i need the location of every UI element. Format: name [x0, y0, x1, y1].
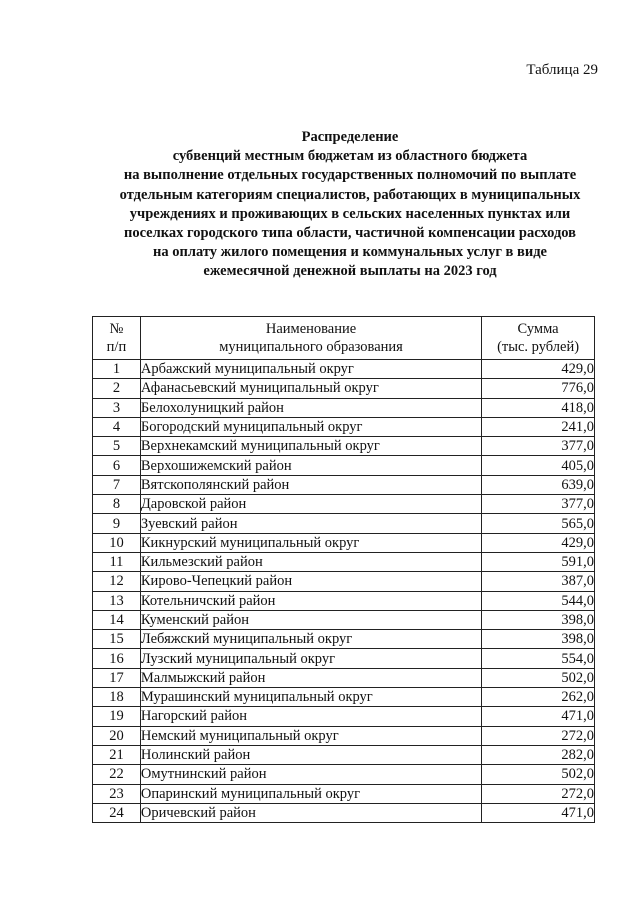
table-header-row [93, 317, 595, 360]
title-line: ежемесячной денежной выплаты на 2023 год [203, 263, 497, 280]
table-row [93, 610, 595, 629]
row-number: 23 [93, 784, 141, 803]
row-sum: 398,0 [482, 630, 595, 649]
row-number: 3 [93, 398, 141, 417]
header-name [140, 317, 481, 360]
document-title [80, 128, 620, 282]
row-name: Омутнинский район [140, 765, 481, 784]
title-line: отдельным категориям специалистов, работающих в муниципальных [119, 186, 581, 203]
row-name: Кикнурский муниципальный округ [140, 533, 481, 552]
table-row [93, 591, 595, 610]
row-name: Немский муниципальный округ [140, 726, 481, 745]
table-row [93, 726, 595, 745]
row-name: Зуевский район [140, 514, 481, 533]
row-sum: 471,0 [482, 707, 595, 726]
row-sum: 272,0 [482, 784, 595, 803]
title-line: Распределение [301, 129, 399, 145]
table-row [93, 630, 595, 649]
row-name: Нолинский район [140, 745, 481, 764]
header-sum [482, 317, 595, 360]
row-sum: 502,0 [482, 668, 595, 687]
row-name: Кирово-Чепецкий район [140, 572, 481, 591]
table-row [93, 456, 595, 475]
row-name: Опаринский муниципальный округ [140, 784, 481, 803]
row-sum: 502,0 [482, 765, 595, 784]
row-sum: 429,0 [482, 360, 595, 379]
row-name: Афанасьевский муниципальный округ [140, 379, 481, 398]
row-number: 10 [93, 533, 141, 552]
row-sum: 405,0 [482, 456, 595, 475]
row-name: Богородский муниципальный округ [140, 417, 481, 436]
row-name: Лебяжский муниципальный округ [140, 630, 481, 649]
row-name: Лузский муниципальный округ [140, 649, 481, 668]
title-line: поселках городского типа области, частичной компенсации расходов [123, 225, 577, 242]
table-row [93, 379, 595, 398]
table-row [93, 514, 595, 533]
row-sum: 418,0 [482, 398, 595, 417]
title-line: учреждениях и проживающих в сельских населенных пунктах или [129, 205, 571, 222]
row-sum: 544,0 [482, 591, 595, 610]
header-number [93, 317, 141, 360]
row-name: Вятскополянский район [140, 475, 481, 494]
row-sum: 377,0 [482, 437, 595, 456]
row-number: 17 [93, 668, 141, 687]
row-sum: 639,0 [482, 475, 595, 494]
row-number: 18 [93, 688, 141, 707]
row-name: Даровской район [140, 495, 481, 514]
row-sum: 591,0 [482, 552, 595, 571]
row-sum: 565,0 [482, 514, 595, 533]
row-number: 14 [93, 610, 141, 629]
row-sum: 776,0 [482, 379, 595, 398]
row-name: Верхошижемский район [140, 456, 481, 475]
table-row [93, 552, 595, 571]
header-sum-line1: Сумма [517, 321, 559, 337]
row-sum: 262,0 [482, 688, 595, 707]
row-number: 22 [93, 765, 141, 784]
row-number: 4 [93, 417, 141, 436]
title-line: субвенций местным бюджетам из областного бюджета [172, 148, 528, 165]
table-row [93, 745, 595, 764]
distribution-table [92, 316, 595, 823]
header-name-line2: муниципального образования [219, 339, 403, 355]
header-number-line1: № [109, 321, 124, 337]
row-name: Нагорский район [140, 707, 481, 726]
table-number-label: Таблица 29 [526, 62, 598, 78]
row-number: 13 [93, 591, 141, 610]
table-row [93, 707, 595, 726]
row-number: 1 [93, 360, 141, 379]
table-row [93, 360, 595, 379]
row-number: 8 [93, 495, 141, 514]
table-row [93, 398, 595, 417]
table-row [93, 495, 595, 514]
table-row [93, 803, 595, 822]
row-number: 15 [93, 630, 141, 649]
table-row [93, 572, 595, 591]
row-number: 21 [93, 745, 141, 764]
header-number-line2: п/п [106, 339, 127, 355]
row-sum: 282,0 [482, 745, 595, 764]
row-name: Арбажский муниципальный округ [140, 360, 481, 379]
row-number: 19 [93, 707, 141, 726]
row-sum: 471,0 [482, 803, 595, 822]
row-sum: 272,0 [482, 726, 595, 745]
row-name: Кильмезский район [140, 552, 481, 571]
row-sum: 429,0 [482, 533, 595, 552]
title-line: на оплату жилого помещения и коммунальных услуг в виде [153, 244, 547, 261]
row-number: 11 [93, 552, 141, 571]
row-name: Котельничский район [140, 591, 481, 610]
row-number: 20 [93, 726, 141, 745]
row-number: 24 [93, 803, 141, 822]
table-row [93, 437, 595, 456]
row-number: 12 [93, 572, 141, 591]
header-name-line1: Наименование [265, 321, 357, 337]
row-number: 7 [93, 475, 141, 494]
row-number: 6 [93, 456, 141, 475]
row-name: Белохолуницкий район [140, 398, 481, 417]
row-name: Малмыжский район [140, 668, 481, 687]
table-row [93, 475, 595, 494]
row-name: Верхнекамский муниципальный округ [140, 437, 481, 456]
row-sum: 241,0 [482, 417, 595, 436]
header-sum-line2: (тыс. рублей) [497, 339, 580, 355]
row-sum: 554,0 [482, 649, 595, 668]
table-row [93, 784, 595, 803]
title-line: на выполнение отдельных государственных полномочий по выплате [123, 167, 577, 184]
row-sum: 387,0 [482, 572, 595, 591]
table-row [93, 649, 595, 668]
row-name: Оричевский район [140, 803, 481, 822]
table-row [93, 765, 595, 784]
row-name: Мурашинский муниципальный округ [140, 688, 481, 707]
table-row [93, 668, 595, 687]
row-number: 5 [93, 437, 141, 456]
row-sum: 398,0 [482, 610, 595, 629]
table-row [93, 417, 595, 436]
row-number: 16 [93, 649, 141, 668]
row-number: 2 [93, 379, 141, 398]
row-number: 9 [93, 514, 141, 533]
table-row [93, 688, 595, 707]
row-name: Куменский район [140, 610, 481, 629]
table-row [93, 533, 595, 552]
row-sum: 377,0 [482, 495, 595, 514]
